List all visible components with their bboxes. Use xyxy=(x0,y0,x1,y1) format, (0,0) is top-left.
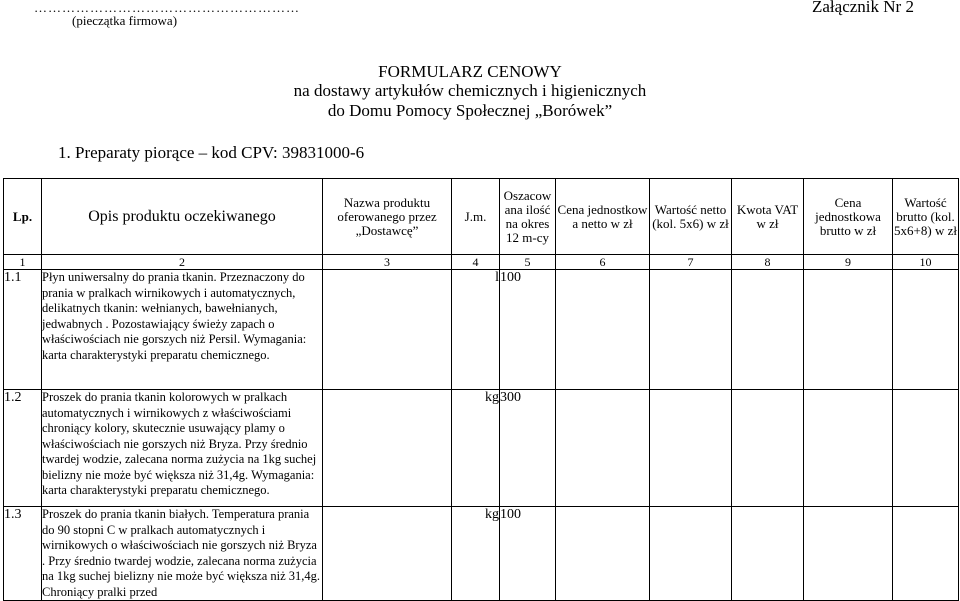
unit-net-price-cell[interactable] xyxy=(556,507,650,601)
col-header-product-name: Nazwa produktu oferowanego przez „Dostawcę” xyxy=(323,179,452,255)
row-quantity: 100 xyxy=(500,270,556,390)
section-title: 1. Preparaty piorące – kod CPV: 39831000-6 xyxy=(58,143,365,162)
unit-gross-price-cell[interactable] xyxy=(804,390,893,507)
column-number: 7 xyxy=(650,255,732,270)
form-title: FORMULARZ CENOWY xyxy=(378,62,562,81)
form-subtitle-line2: do Domu Pomocy Społecznej „Borówek” xyxy=(327,101,613,120)
header-row xyxy=(4,179,959,255)
product-name-cell[interactable] xyxy=(323,270,452,390)
col-header-quantity: Oszacow ana ilość na okres 12 m-cy xyxy=(500,179,556,255)
col-header-unit-gross-price: Cena jednostkowa brutto w zł xyxy=(804,179,893,255)
row-description: Płyn uniwersalny do prania tkanin. Przeznaczony do prania w pralkach wirnikowych i automatycznych, delikatnych tkanin: wełnianych, bawełnianych, jedwabnych . Pozostawiający świeży zapach o właściwościach nie gorszych niż Persil. Wymagania: karta charakterystyki preparatu chemicznego. xyxy=(42,270,323,390)
column-number: 10 xyxy=(893,255,959,270)
product-name-cell[interactable] xyxy=(323,390,452,507)
row-unit: kg xyxy=(452,507,500,601)
stamp-dotted-line: ………………………………………………… xyxy=(34,0,300,15)
column-number: 2 xyxy=(42,255,323,270)
column-number: 6 xyxy=(556,255,650,270)
col-header-vat: Kwota VAT w zł xyxy=(732,179,804,255)
unit-gross-price-cell[interactable] xyxy=(804,270,893,390)
row-description: Proszek do prania tkanin kolorowych w pralkach automatycznych i wirnikowych z właściwościami chroniący kolory, skutecznie usuwający plamy o właściwościach nie gorszych niż Bryza. Przy średnio twardej wodzie, zalecana norma zużycia na 1kg suchej bielizny nie może być większa niż 31,4g. Wymagania: karta charakterystyki preparatu chemicznego. xyxy=(42,390,323,507)
column-number: 5 xyxy=(500,255,556,270)
row-number: 1.2 xyxy=(4,390,42,507)
unit-gross-price-cell[interactable] xyxy=(804,507,893,601)
unit-net-price-cell[interactable] xyxy=(556,270,650,390)
column-number: 9 xyxy=(804,255,893,270)
row-quantity: 300 xyxy=(500,390,556,507)
row-description: Proszek do prania tkanin białych. Temperatura prania do 90 stopni C w pralkach automatycznych i wirnikowych o właściwościach nie gorszych niż Bryza . Przy średnio twardej wodzie, zalecana norma zużycia na 1kg suchej bielizny nie może być większa niż 31,4g. Chroniący pralki przed xyxy=(42,507,323,601)
column-number: 3 xyxy=(323,255,452,270)
column-number-row xyxy=(4,255,959,270)
col-header-gross-value: Wartość brutto (kol. 5x6+8) w zł xyxy=(893,179,959,255)
net-value-cell[interactable] xyxy=(650,390,732,507)
column-number: 1 xyxy=(4,255,42,270)
annex-label: Załącznik Nr 2 xyxy=(812,0,914,16)
gross-value-cell[interactable] xyxy=(893,390,959,507)
table-row xyxy=(4,390,959,507)
net-value-cell[interactable] xyxy=(650,507,732,601)
table-row xyxy=(4,270,959,390)
row-unit: kg xyxy=(452,390,500,507)
vat-cell[interactable] xyxy=(732,390,804,507)
row-quantity: 100 xyxy=(500,507,556,601)
col-header-net-value: Wartość netto (kol. 5x6) w zł xyxy=(650,179,732,255)
vat-cell[interactable] xyxy=(732,507,804,601)
row-unit: l xyxy=(452,270,500,390)
gross-value-cell[interactable] xyxy=(893,270,959,390)
col-header-description: Opis produktu oczekiwanego xyxy=(42,179,323,255)
row-number: 1.3 xyxy=(4,507,42,601)
net-value-cell[interactable] xyxy=(650,270,732,390)
product-name-cell[interactable] xyxy=(323,507,452,601)
price-table xyxy=(3,178,959,601)
stamp-label: (pieczątka firmowa) xyxy=(72,13,178,28)
col-header-unit-net-price: Cena jednostkow a netto w zł xyxy=(556,179,650,255)
vat-cell[interactable] xyxy=(732,270,804,390)
gross-value-cell[interactable] xyxy=(893,507,959,601)
form-subtitle-line1: na dostawy artykułów chemicznych i higienicznych xyxy=(293,81,647,100)
column-number: 8 xyxy=(732,255,804,270)
table-row xyxy=(4,507,959,601)
column-number: 4 xyxy=(452,255,500,270)
col-header-lp: Lp. xyxy=(4,179,42,255)
col-header-unit: J.m. xyxy=(452,179,500,255)
unit-net-price-cell[interactable] xyxy=(556,390,650,507)
row-number: 1.1 xyxy=(4,270,42,390)
